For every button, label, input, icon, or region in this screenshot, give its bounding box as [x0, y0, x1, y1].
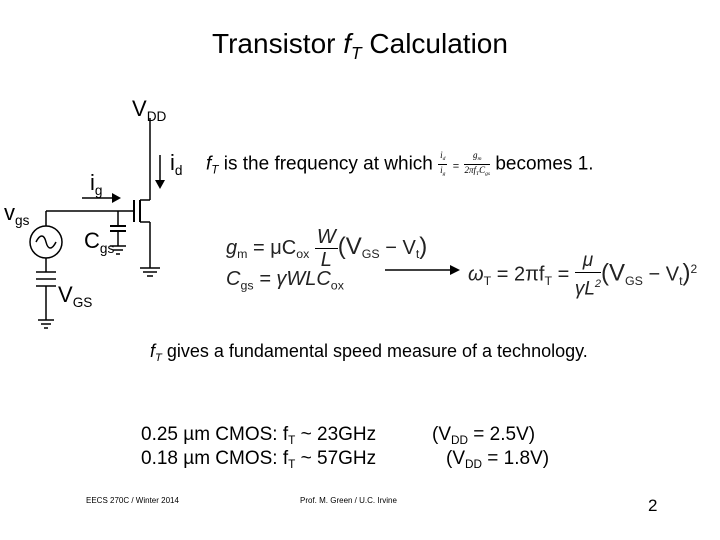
gamma-l-text: γL [574, 278, 595, 300]
l-squared-sup: 2 [594, 278, 602, 290]
cgs-equation [226, 268, 344, 292]
omega-t-equation [468, 250, 697, 300]
statement-text: gives a fundamental speed measure of a technology. [161, 341, 588, 361]
statement-sub: T [155, 351, 162, 364]
wt-squared-sup: 2 [690, 261, 698, 276]
wt-paren-mid: − V [642, 263, 680, 286]
ratio-den-sub: g [442, 170, 446, 177]
footer-author: Prof. M. Green / U.C. Irvine [300, 496, 397, 505]
def-f: f [206, 153, 212, 175]
cgs-lhs: C [226, 268, 241, 290]
vgs-small-label [4, 200, 29, 228]
cgs-text: C [84, 228, 100, 253]
VGS-sub: GS [72, 294, 93, 310]
tech-vdd-open: (V [432, 424, 451, 445]
cgs-rhs-sub: ox [330, 278, 344, 293]
wt-mid: = 2πf [491, 263, 545, 286]
wt-paren: (V [601, 259, 626, 287]
statement-f: f [150, 341, 156, 361]
id-text: i [170, 150, 175, 175]
gm-den-c-sub: gs [485, 170, 491, 177]
vgs-dc-label [58, 282, 92, 310]
title-f-sub: T [351, 43, 362, 64]
VGS-text: V [58, 282, 73, 307]
w-over-l-fraction [315, 226, 338, 271]
gm-equation [226, 226, 427, 271]
tech-freq: ~ 57GHz [295, 448, 377, 469]
page-number: 2 [648, 496, 658, 515]
footer-course: EECS 270C / Winter 2014 [86, 496, 179, 505]
mu-text: μ [575, 250, 601, 273]
wt-paren-sub2: t [679, 273, 683, 288]
title-suffix: Calculation [361, 28, 508, 59]
gm-den-c: C [479, 164, 486, 175]
gm-over-ft-fraction [464, 150, 490, 179]
ratio-den: i [440, 164, 443, 175]
tech-ft-sub: T [288, 434, 296, 448]
ig-arrow-head [112, 193, 121, 203]
id-over-ig-fraction [438, 150, 447, 179]
wt-lhs-sub: T [483, 273, 492, 288]
gm-lhs-sub: m [237, 247, 248, 262]
def-suffix: becomes 1. [490, 153, 594, 175]
ft-statement [150, 341, 588, 364]
tech-row-025-vdd [432, 424, 535, 447]
ig-text: i [90, 170, 95, 195]
gm-den: 2πf [464, 164, 476, 175]
tech-row-018-vdd [446, 448, 549, 471]
gm-num: g [472, 150, 478, 160]
def-text: is the frequency at which [218, 153, 439, 175]
vdd-text: V [132, 96, 147, 121]
wt-lhs: ω [468, 263, 484, 286]
tech-vdd-sub: DD [451, 434, 468, 448]
gm-paren: (V [337, 232, 362, 260]
gm-rhs-a-sub: ox [296, 247, 310, 262]
tech-vdd-sub: DD [465, 458, 482, 472]
id-label [170, 150, 182, 178]
sine-wave-icon [36, 236, 56, 248]
gm-paren-mid: − V [379, 236, 416, 259]
ig-label [90, 170, 102, 198]
tech-node: 0.18 µm CMOS: f [141, 448, 289, 469]
vdd-sub: DD [146, 108, 167, 124]
gm-paren-sub2: t [415, 247, 420, 262]
gm-paren-sub1: GS [361, 247, 380, 262]
gm-rhs-a: = μC [247, 236, 297, 259]
wt-paren-close: ) [682, 259, 691, 287]
title-f: f [343, 28, 352, 59]
gm-paren-close: ) [419, 232, 428, 260]
vdd-label [132, 96, 166, 124]
cgs-rhs: = γWLC [253, 268, 331, 290]
tech-node: 0.25 µm CMOS: f [141, 424, 289, 445]
ratio-num: i [440, 150, 443, 160]
l-text: L [320, 249, 332, 271]
ratio-num-sub: d [442, 155, 446, 162]
tech-row-025 [141, 424, 376, 447]
tech-ft-sub: T [288, 458, 296, 472]
gm-lhs: g [226, 236, 238, 259]
tech-vdd-open: (V [446, 448, 465, 469]
mu-over-gamma-l2-fraction [575, 250, 601, 300]
def-equals: = [452, 160, 460, 173]
w-text: W [316, 226, 336, 248]
vgs-text: v [4, 200, 15, 225]
cgs-sub: gs [99, 240, 115, 256]
id-arrow-head [155, 180, 165, 189]
id-sub: d [174, 162, 183, 178]
tech-vdd-val: = 2.5V) [468, 424, 536, 445]
tech-row-018 [141, 448, 376, 471]
gm-num-sub: m [477, 155, 482, 162]
gm-den-sub: T [475, 170, 480, 177]
implies-arrow-icon [450, 265, 460, 275]
wt-paren-sub1: GS [625, 273, 643, 288]
title-text: Transistor [212, 28, 344, 59]
tech-vdd-val: = 1.8V) [482, 448, 550, 469]
def-f-sub: T [211, 163, 219, 177]
ft-definition [206, 150, 594, 179]
wt-mid-sub: T [544, 273, 553, 288]
wt-eq: = [552, 263, 575, 286]
ig-sub: g [94, 182, 103, 198]
cgs-lhs-sub: gs [240, 278, 254, 293]
tech-freq: ~ 23GHz [295, 424, 377, 445]
vgs-sub: gs [15, 212, 30, 228]
cgs-label [84, 228, 114, 256]
